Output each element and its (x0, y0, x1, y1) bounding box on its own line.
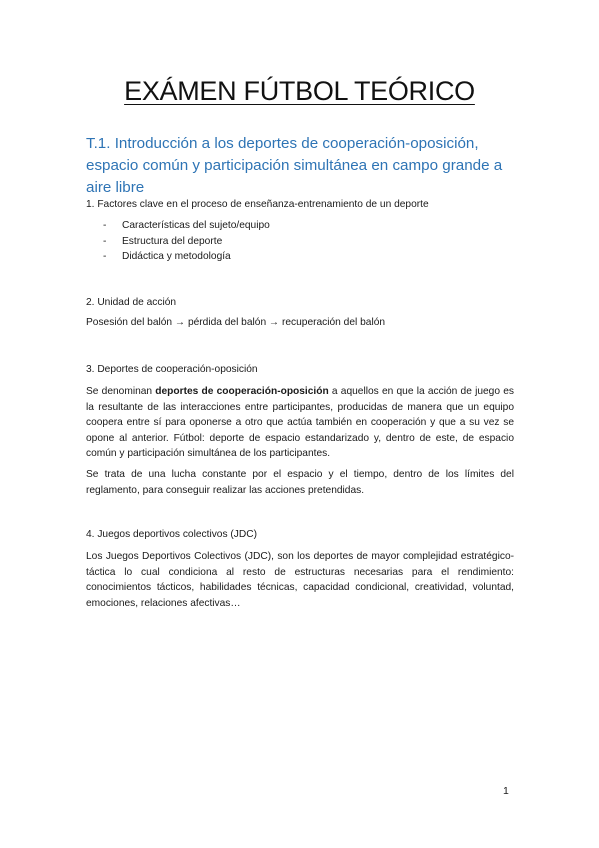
paragraph-text: Se denominan (86, 386, 156, 397)
section-4-paragraph: Los Juegos Deportivos Colectivos (JDC), son los deportes de mayor complejidad estratégico-táctica lo cual condiciona al resto de estructuras necesarias para el rendimiento: conocimientos tácticos, habilidades técnicas, capacidad condicional, creatividad, voluntad, emociones, relaciones afectivas… (86, 551, 514, 609)
bold-term: deportes de cooperación-oposición (155, 386, 329, 397)
paragraph-text: a aquellos en que la acción de juego es la resultante de las interacciones entre participantes, producidas de manera que un equipo coopera entre sí para oponerse a otro que actúa también en cooperación y que a su vez se opone al anterior. Fútbol: deporte de espacio estandarizado y, dentro de este, de espacio común y participación simultánea de los participantes. (86, 386, 514, 460)
section-3-heading: 3. Deportes de cooperación-oposición (86, 364, 258, 375)
list-item (86, 249, 514, 265)
section-3-paragraph-2: Se trata de una lucha constante por el espacio y el tiempo, dentro de los límites del reglamento, para conseguir realizar las acciones pretendidas. (86, 468, 514, 496)
list-item-text: Características del sujeto/equipo (122, 220, 270, 231)
section-2-heading: 2. Unidad de acción (86, 297, 177, 308)
section-3 (86, 364, 514, 498)
list-dash: - (103, 251, 107, 262)
factors-list (86, 218, 514, 265)
topic-subtitle: T.1. Introducción a los deportes de cooperación-oposición, espacio común y participación simultánea en campo grande a aire libre (86, 135, 503, 196)
list-dash: - (103, 220, 107, 231)
list-dash: - (103, 235, 107, 247)
section-2 (86, 297, 514, 328)
section-1-heading: 1. Factores clave en el proceso de enseñanza-entrenamiento de un deporte (86, 199, 429, 210)
action-unit-text: Posesión del balón → pérdida del balón → recuperación del balón (86, 317, 386, 328)
section-3-paragraph-1 (86, 384, 514, 462)
section-4-heading: 4. Juegos deportivos colectivos (JDC) (86, 529, 257, 540)
section-4 (86, 529, 514, 611)
list-item (86, 218, 514, 234)
list-item-text: Didáctica y metodología (122, 251, 231, 262)
document-title: EXÁMEN FÚTBOL TEÓRICO (124, 76, 475, 106)
section-1 (86, 199, 514, 265)
list-item (86, 234, 514, 250)
page-number: 1 (503, 785, 509, 797)
list-item-text: Estructura del deporte (122, 235, 223, 247)
